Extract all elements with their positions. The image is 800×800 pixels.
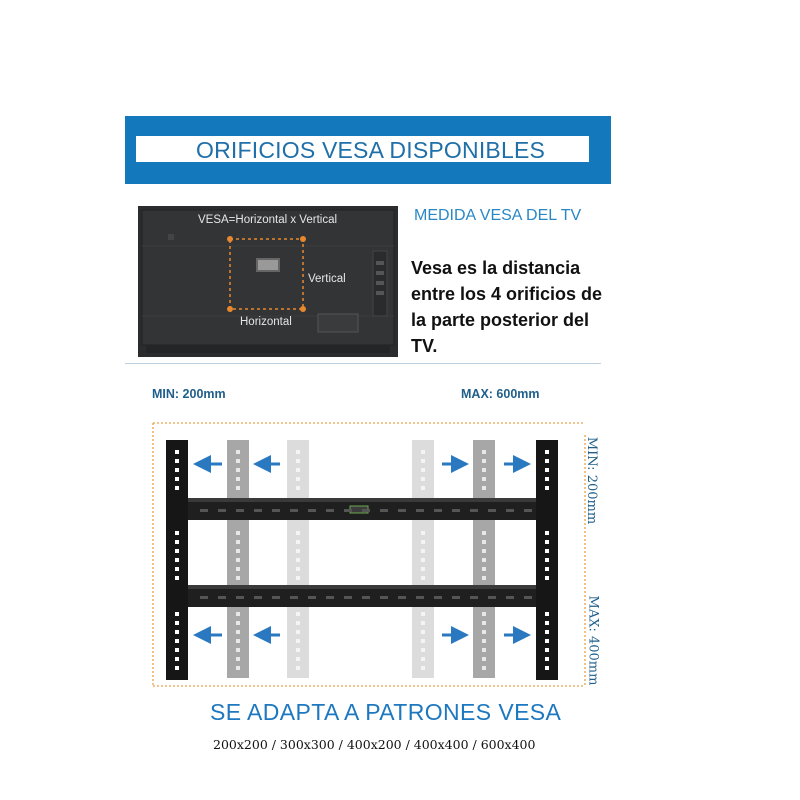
rail-slot xyxy=(470,509,478,512)
mount-hole xyxy=(545,666,549,670)
mount-hole xyxy=(175,549,179,553)
banner-title: ORIFICIOS VESA DISPONIBLES xyxy=(196,137,546,163)
mount-hole xyxy=(175,486,179,490)
vesa-description: Vesa es la distancia entre los 4 orificios de la parte posterior del TV. xyxy=(411,258,603,356)
mount-hole xyxy=(296,468,300,472)
rail-slot xyxy=(308,509,316,512)
mount-hole xyxy=(482,567,486,571)
rail-slot xyxy=(434,509,442,512)
rail-slot xyxy=(326,596,334,599)
mount-hole xyxy=(296,450,300,454)
vertical-label: Vertical xyxy=(308,273,346,285)
mount-hole xyxy=(296,612,300,616)
mount-hole xyxy=(421,558,425,562)
mount-hole xyxy=(236,567,240,571)
mount-hole xyxy=(482,486,486,490)
mount-hole xyxy=(296,558,300,562)
mount-hole xyxy=(545,468,549,472)
tv-back-drawing xyxy=(138,206,398,357)
mount-hole xyxy=(175,576,179,580)
mount-hole xyxy=(236,576,240,580)
mount-hole xyxy=(175,666,179,670)
mount-hole xyxy=(236,666,240,670)
mount-hole xyxy=(296,486,300,490)
rail-slot xyxy=(506,509,514,512)
title-banner xyxy=(125,116,611,184)
rail-slot xyxy=(200,509,208,512)
mount-hole xyxy=(545,477,549,481)
mount-hole xyxy=(545,657,549,661)
mount-hole xyxy=(175,540,179,544)
vesa-formula-label: VESA=Horizontal x Vertical xyxy=(198,214,338,226)
mount-hole xyxy=(296,549,300,553)
mount-hole xyxy=(236,459,240,463)
mount-hole xyxy=(482,558,486,562)
mount-hole xyxy=(175,531,179,535)
rail-slot xyxy=(398,509,406,512)
mount-hole xyxy=(545,540,549,544)
section-divider xyxy=(125,363,601,364)
mount-hole xyxy=(421,540,425,544)
rail-slot xyxy=(398,596,406,599)
compatibility-title: SE ADAPTA A PATRONES VESA xyxy=(210,699,562,725)
rail-slot xyxy=(272,509,280,512)
mount-hole xyxy=(236,540,240,544)
rail-slot xyxy=(344,509,352,512)
mount-hole xyxy=(421,549,425,553)
rail-slot xyxy=(452,596,460,599)
rail-slot xyxy=(344,596,352,599)
mount-hole xyxy=(421,621,425,625)
rail-slot xyxy=(434,596,442,599)
rail-slot xyxy=(506,596,514,599)
mount-hole xyxy=(545,576,549,580)
mount-hole xyxy=(482,666,486,670)
mount-hole xyxy=(482,450,486,454)
rail-slot xyxy=(308,596,316,599)
mount-hole xyxy=(482,531,486,535)
mount-hole xyxy=(236,486,240,490)
mount-hole xyxy=(421,639,425,643)
mount-hole xyxy=(421,648,425,652)
mount-hole xyxy=(296,459,300,463)
rail-slot xyxy=(218,596,226,599)
mount-hole xyxy=(545,459,549,463)
max-height-label: MAX: 400mm xyxy=(585,595,601,686)
mount-hole xyxy=(296,639,300,643)
mount-hole xyxy=(175,639,179,643)
mount-hole xyxy=(236,549,240,553)
mount-hole xyxy=(545,450,549,454)
mount-hole xyxy=(296,540,300,544)
mount-hole xyxy=(236,657,240,661)
rail-slot xyxy=(416,509,424,512)
max-width-label: MAX: 600mm xyxy=(461,387,540,401)
mount-hole xyxy=(175,630,179,634)
mount-hole xyxy=(482,612,486,616)
mount-hole xyxy=(236,531,240,535)
mount-hole xyxy=(545,531,549,535)
rail-slot xyxy=(362,596,370,599)
mount-hole xyxy=(175,459,179,463)
mount-hole xyxy=(545,648,549,652)
rail-slot xyxy=(200,596,208,599)
mount-hole xyxy=(482,657,486,661)
mount-hole xyxy=(296,576,300,580)
rail-slot xyxy=(218,509,226,512)
mount-hole xyxy=(482,639,486,643)
mount-hole xyxy=(236,621,240,625)
mount-hole xyxy=(175,567,179,571)
mount-hole xyxy=(421,630,425,634)
rail-slot xyxy=(380,596,388,599)
mount-hole xyxy=(421,612,425,616)
mount-hole xyxy=(421,486,425,490)
mount-hole xyxy=(175,648,179,652)
mount-hole xyxy=(421,657,425,661)
title-banner-inner xyxy=(136,136,589,162)
rail-slot xyxy=(362,509,370,512)
rail-slot xyxy=(452,509,460,512)
vesa-patterns: 200x200 / 300x300 / 400x200 / 400x400 / 600x400 xyxy=(213,737,536,752)
rail-slot xyxy=(290,509,298,512)
mount-hole xyxy=(236,612,240,616)
mount-hole xyxy=(421,477,425,481)
rail-slot xyxy=(488,596,496,599)
mount-hole xyxy=(296,477,300,481)
rail-slot xyxy=(290,596,298,599)
mount-hole xyxy=(482,468,486,472)
rail-slot xyxy=(326,509,334,512)
rail-slot xyxy=(254,509,262,512)
rail-slot xyxy=(488,509,496,512)
rail-slot xyxy=(236,509,244,512)
mount-hole xyxy=(545,549,549,553)
vesa-heading: MEDIDA VESA DEL TV xyxy=(414,207,582,224)
mount-hole xyxy=(296,657,300,661)
mount-hole xyxy=(421,459,425,463)
mount-hole xyxy=(545,486,549,490)
rail-slot xyxy=(380,509,388,512)
min-height-label: MIN: 200mm xyxy=(584,436,600,525)
mount-hole xyxy=(296,630,300,634)
mount-hole xyxy=(236,450,240,454)
mount-hole xyxy=(482,549,486,553)
rail-slot xyxy=(470,596,478,599)
mount-hole xyxy=(482,540,486,544)
min-width-label: MIN: 200mm xyxy=(152,387,226,401)
mount-hole xyxy=(175,450,179,454)
mount-hole xyxy=(482,477,486,481)
mount-hole xyxy=(421,531,425,535)
rail-slot xyxy=(254,596,262,599)
tv-back-image xyxy=(138,206,398,357)
mount-hole xyxy=(236,468,240,472)
mount-hole xyxy=(482,576,486,580)
mount-hole xyxy=(175,657,179,661)
mount-hole xyxy=(296,666,300,670)
mount-hole xyxy=(421,468,425,472)
mount-hole xyxy=(421,450,425,454)
mount-hole xyxy=(175,612,179,616)
mount-hole xyxy=(175,468,179,472)
mount-hole xyxy=(545,621,549,625)
mount-hole xyxy=(175,477,179,481)
mount-hole xyxy=(482,621,486,625)
mount-hole xyxy=(545,567,549,571)
rail-slot xyxy=(524,596,532,599)
mount-hole xyxy=(175,558,179,562)
mount-hole xyxy=(482,630,486,634)
horizontal-label: Horizontal xyxy=(240,316,292,328)
mount-hole xyxy=(236,558,240,562)
mount-hole xyxy=(545,558,549,562)
mount-hole xyxy=(545,630,549,634)
mount-hole xyxy=(175,621,179,625)
mount-hole xyxy=(296,621,300,625)
mount-hole xyxy=(421,666,425,670)
mount-hole xyxy=(236,648,240,652)
rail-slot xyxy=(272,596,280,599)
mount-hole xyxy=(482,648,486,652)
mount-hole xyxy=(545,612,549,616)
mount-hole xyxy=(296,567,300,571)
mount-hole xyxy=(482,459,486,463)
mount-hole xyxy=(545,639,549,643)
mount-hole xyxy=(421,567,425,571)
rail-slot xyxy=(236,596,244,599)
mount-hole xyxy=(236,630,240,634)
mount-hole xyxy=(236,477,240,481)
mount-hole xyxy=(296,648,300,652)
rail-slot xyxy=(416,596,424,599)
mount-hole xyxy=(296,531,300,535)
rail-slot xyxy=(524,509,532,512)
wall-mount-diagram xyxy=(140,410,600,700)
mount-hole xyxy=(421,576,425,580)
mount-hole xyxy=(236,639,240,643)
